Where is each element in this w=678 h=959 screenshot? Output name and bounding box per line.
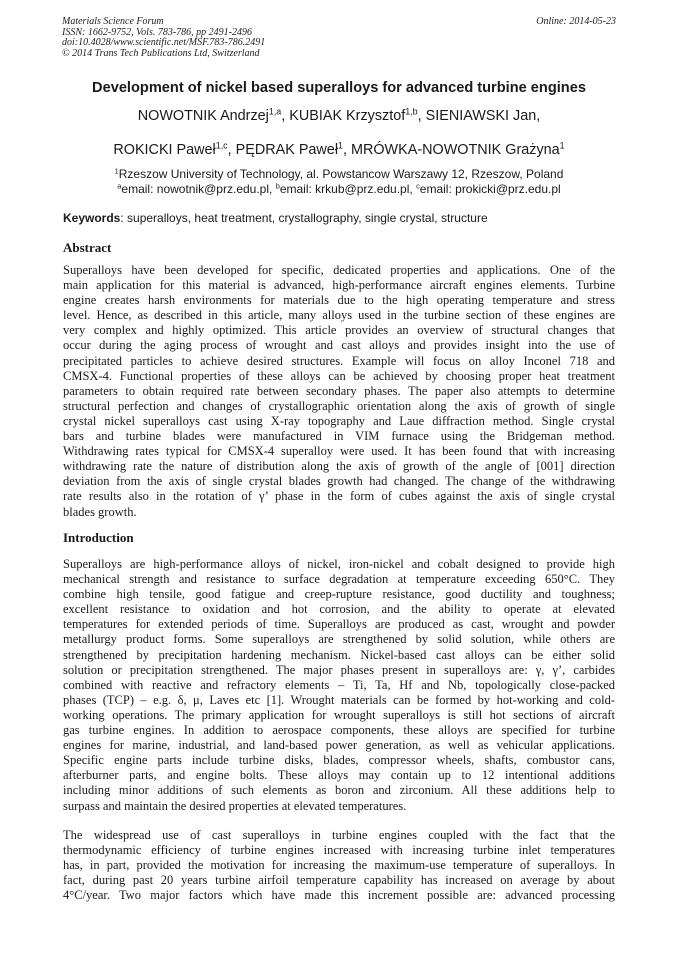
author-affil-sup: 1 xyxy=(338,140,343,151)
keywords-text: : superalloys, heat treatment, crystallography, single crystal, structure xyxy=(120,211,488,225)
abstract-body xyxy=(63,263,615,520)
text-line: strengthened by precipitation hardening mechanism. Nickel-based cast alloys can be either solid xyxy=(63,647,615,662)
text-line: deviation from the axis of single crystal blades growth had changed. The change of the withdrawing xyxy=(63,474,615,489)
author-affil-sup: 1,b xyxy=(405,106,418,117)
introduction-paragraph-2 xyxy=(63,828,615,903)
copyright-line: © 2014 Trans Tech Publications Ltd, Switzerland xyxy=(62,47,260,59)
text-line: combined with reactive and refractory elements – Ti, Ta, Hf and Nb, topologically close-packed xyxy=(63,677,615,692)
separator: , xyxy=(227,142,236,158)
author-name: PĘDRAK Paweł xyxy=(235,142,339,158)
separator: , xyxy=(536,108,541,124)
keywords xyxy=(63,211,615,225)
keywords-label: Keywords xyxy=(63,211,121,225)
separator: , xyxy=(342,142,351,158)
text-line: has, in part, provided the motivation for increasing the maximum-use temperature of superalloys. In xyxy=(63,858,615,873)
text-line: precipitated particles to achieve desired structures. Example will focus on alloy Inconel 718 and xyxy=(63,353,615,368)
text-line: very complex and highly optimized. This article provides an overview of structural changes that xyxy=(63,323,615,338)
text-line: CMSX-4. Functional properties of these alloys can be achieved by choosing proper heat treatment xyxy=(63,368,615,383)
author-line-2 xyxy=(40,142,638,158)
text-line: phases (TCP) – e.g. δ, μ, Laves etc [1]. Wrought materials can be formed by hot-working and cold- xyxy=(63,692,615,707)
institution: Rzeszow University of Technology, al. Powstancow Warszawy 12, Rzeszow, Poland xyxy=(118,167,564,181)
text-line: temperatures for extended periods of time. Superalloys are produced as cast, wrought and powder xyxy=(63,617,615,632)
introduction-paragraph-1 xyxy=(63,557,615,814)
author-name: MRÓWKA-NOWOTNIK Grażyna xyxy=(350,142,560,158)
text-line: withdrawing rate the nature of distribution along the axis of growth of the angle of [001] direction xyxy=(63,459,615,474)
text-line: Specific engine parts include turbine disks, blades, compressor wheels, shafts, combustor cans, xyxy=(63,753,615,768)
separator: , xyxy=(281,108,290,124)
text-line: main application for this material is advanced, high-performance aircraft engines elements. Turbine xyxy=(63,278,615,293)
email-link[interactable]: email: prokicki@prz.edu.pl xyxy=(419,182,561,196)
author-affil-sup: 1 xyxy=(559,140,565,151)
text-line: afterburner parts, and engine bolts. These alloys may contain up to 12 intentional additions xyxy=(63,768,615,783)
text-line: Withdrawing rates typical for CMSX-4 superalloy were used. It has been found that with increasing xyxy=(63,444,615,459)
text-line: Superalloys have been developed for specific, dedicated properties and applications. One of the xyxy=(63,263,615,277)
text-line: structural perfection and changes of crystallographic orientation along the axis of growth of single xyxy=(63,398,615,413)
affiliation-sup: 1 xyxy=(114,166,119,176)
email-link[interactable]: email: krkub@prz.edu.pl, xyxy=(279,182,413,196)
text-line: including minor additions of such elements as boron and zirconium. All these additions help to xyxy=(63,783,615,798)
text-line: The widespread use of cast superalloys in turbine engines coupled with the fact that the xyxy=(63,828,615,842)
text-line: engine creates harsh environments for materials due to the high operating temperature and stress xyxy=(63,293,615,308)
text-line: bars and turbine blades were manufactured in VIM furnace using the Bridgeman method. xyxy=(63,429,615,444)
text-line: solution or precipitation strengthened. The major phases present in superalloys are: γ, γ’, carbides xyxy=(63,662,615,677)
text-line: engines for marine, industrial, and land-based power generation, as well as vehicular applications. xyxy=(63,738,615,753)
author-affil-sup: 1,c xyxy=(215,140,228,151)
text-line: Superalloys are high-performance alloys of nickel, iron-nickel and cobalt designed to provide high xyxy=(63,557,615,571)
email-sup: c xyxy=(416,181,420,191)
text-line: thermodynamic efficiency of turbine engines increased with increasing turbine inlet temperatures xyxy=(63,843,615,858)
text-line: excellent resistance to oxidation and hot corrosion, and the ability to operate at elevated xyxy=(63,602,615,617)
abstract-heading: Abstract xyxy=(63,240,112,255)
journal-name: Materials Science Forum xyxy=(62,16,164,27)
separator: , xyxy=(417,108,426,124)
affiliation xyxy=(40,167,638,181)
journal-header xyxy=(62,17,265,59)
text-line: metallurgy product forms. Some superalloys are strengthened by solid solution, while others are xyxy=(63,632,615,647)
author-affil-sup: 1,a xyxy=(268,106,282,117)
email-sup: a xyxy=(117,181,122,191)
text-line: gas turbine engines. In addition to aerospace components, these alloys are specified for turbine xyxy=(63,723,615,738)
text-line: combine high tensile, good fatigue and creep-rupture resistance, good ductility and toughness; xyxy=(63,587,615,602)
text-line: level. Hence, as described in this article, many alloys used in the turbine section of these engines are xyxy=(63,308,615,323)
text-line: parameters to obtain required rate between secondary phases. The paper also attempts to determine xyxy=(63,383,615,398)
introduction-heading: Introduction xyxy=(63,530,134,545)
text-line: mechanical strength and resistance to surface degradation at temperature exceeding 650°C. They xyxy=(63,572,615,587)
online-date: Online: 2014-05-23 xyxy=(536,16,616,27)
text-line: blades growth. xyxy=(63,504,137,519)
text-line: surpass and maintain the desired properties at elevated temperatures. xyxy=(63,798,407,813)
text-line: working operations. The primary application for wrought superalloys is still hot sections of aircraft xyxy=(63,707,615,722)
email-link[interactable]: email: nowotnik@prz.edu.pl, xyxy=(121,182,273,196)
text-line: rate results also in the rotation of γ’ phase in the form of cubes against the axis of single crystal xyxy=(63,489,615,504)
issn-line: ISSN: 1662-9752, Vols. 783-786, pp 2491-2496 xyxy=(62,26,252,38)
email-line xyxy=(40,182,638,196)
doi-line: doi:10.4028/www.scientific.net/MSF.783-786.2491 xyxy=(62,37,266,49)
author-name: ROKICKI Paweł xyxy=(113,142,216,158)
text-line: 4°C/year. Two major factors which have made this increment possible are: advanced processing xyxy=(63,888,615,903)
author-line-1 xyxy=(40,108,638,124)
email-sup: b xyxy=(275,181,280,191)
paper-title: Development of nickel based superalloys for advanced turbine engines xyxy=(92,80,586,96)
text-line: fact, during past 20 years turbine airfoil temperature capability has increased on average by about xyxy=(63,873,615,888)
text-line: occur during the aging process of wrought and cast alloys and provides insight into the use of xyxy=(63,338,615,353)
author-name: KUBIAK Krzysztof xyxy=(289,108,406,124)
author-name: SIENIAWSKI Jan xyxy=(425,108,537,124)
text-line: crystal nickel superalloys cast using X-ray topography and Laue diffraction method. Single crystal xyxy=(63,413,615,428)
author-name: NOWOTNIK Andrzej xyxy=(137,108,269,124)
